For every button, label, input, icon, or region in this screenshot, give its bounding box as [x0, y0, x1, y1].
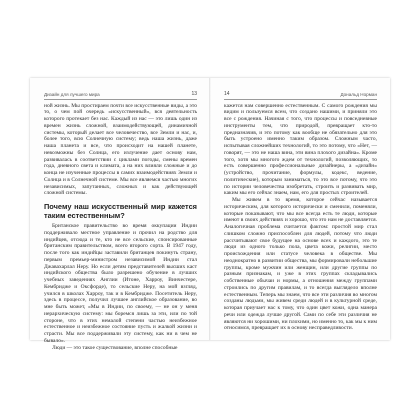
paragraph: ной жизнь. Мы простираем почти все искусственные виды, а это то, о чем пой очередь «искусственный», вся деятельность которого протекает без нас. Каждый из нас — это лишь один из времен жизнь сложной, взаимодействующей, динамичной системы, который делает все человечество, все Земли и нас, и, более того, всю Солнечную систему; ведь наша жизнь, даже наша планета и все, что происходит на нашей планете, невозможны без Солнца, его излучение дает основу нам, развивалась в соответствии с циклами погоды, смены времен года, дневного света и климата, а на них влияли сложные и до конца не изученные процессы в самих взаимодействиях Земли и Солнца и в Солнечной системе. Мы все являемся частью многих независимых, запутанных, сложных и как действующей сложной системы.: [44, 102, 197, 197]
right-page: [210, 78, 390, 340]
paragraph: Мы живем в то время, которое сейчас называется историческим, для которого исторически и сменили, поменяли, которые показывают, что мы все всегда есть те люди, которые имеют в своих действиях и хорошо, что это нам не доставляется. Аналогичная проблема считается фактом: простой мир стал слишком сложно приспособлен для людей, потому что люди рассчитывают свое будущее на основе всех и каждого, это те люди из одного только пола, цвета кожи, религии, место происхождения или статусе человека в обществе. Мы неоднократно в развитии общества, мы формировали небольшие группы, кроме мужчин или женщин, или другие группы по разным признакам, и уже в этих группах складывались собственные обычаи и нормы, а отношения между группами строились по другим правилам, и то всегда выглядело вполне естественным. Теперь мы знаем, что все эти различия во многом созданы людьми, мы живем среди людей и в культурной среде, которая приучает нас к тому, что один цвет кожи, одна манера речи или одежда лучше другой. Сами по себе эти различия не являются ни хорошими, ни плохими, но именно то, как мы к ним относимся, превращает их в основу несправедливости.: [224, 197, 377, 332]
paragraph: Британское правительство во время оккупации Индии поддерживало местное управление и прочил на родство для индийцев, отсюда и те, кто не все сельские, спонсированные британским правительством, всего второго сорта. В 1947 году, после того как индийцы заставили британцев покинуть страну, первым премьер-министром независимой Индии стал Джавахарлал Неру. Но если детям представителей высших каст индийского общества было разрешено обучение в лучших учебных заведениях Англии (Итоне, Харроу, Винчестере, Кембридже и Оксфорде), то сельские Неру, на мой взгляд, учился в школах Харроу, так и в Кембридже. Посетитель Неру, здесь в процессе, получил лучшее английское образование, во мне быть может, «Мы в Индии, по своему, — не он у меня иерархическую систему: мы боремся лишь за эти, или по той стороне, что в этих немалой степени частью неизбежное естественное и неизбежное состояние пусть и жалкой жизни и страсти. Мы все поддерживали эту систему, как ни в чем не бывало».: [44, 223, 197, 344]
paragraph: Люди — это такое существование, вполне способные: [52, 344, 178, 351]
running-title: Дизайн для лучшего мира: [44, 92, 100, 97]
paragraph: кажется нам совершенно естественным. С самого рождения мы видим и пользуемся всем, что создано нашими, и приняли это все с рождения. Начиная с того, что процессы и повседневные инструменты тем, что природой, превращает кто-то предназначив, и это потому как вообще не обязательно для это быть устроено именно таким образом. Сложным часто, испытывая сложнейших технологий, то это потому, что «Нет, — говорят, — это не наша вина, эти вина плохого дизайна». Кроме того, хотя мы многого ждем от технологий, позволяющих, то есть совершенно профессиональные дизайнеры, а «дизайн» (устройство, прочитание, формулы, кодекс, ведение, политические), которым заниматься, то это все потому, что это по истории человечества изобретать, строить и развивать мир, каким мы его сейчас знаем, нам, его для простых строителей.: [224, 102, 377, 197]
right-running-head: [224, 84, 377, 100]
left-running-head: [44, 84, 197, 100]
running-title: Дональд Норман: [340, 92, 377, 97]
section-title: Почему наш искусственный мир кажется таким естественным?: [44, 202, 197, 220]
right-body-text: [224, 103, 377, 333]
book-spread: [30, 78, 390, 351]
page-number: 14: [224, 91, 230, 97]
left-page: [30, 78, 210, 351]
left-body-text: [44, 103, 197, 352]
page-number: 13: [191, 91, 197, 97]
